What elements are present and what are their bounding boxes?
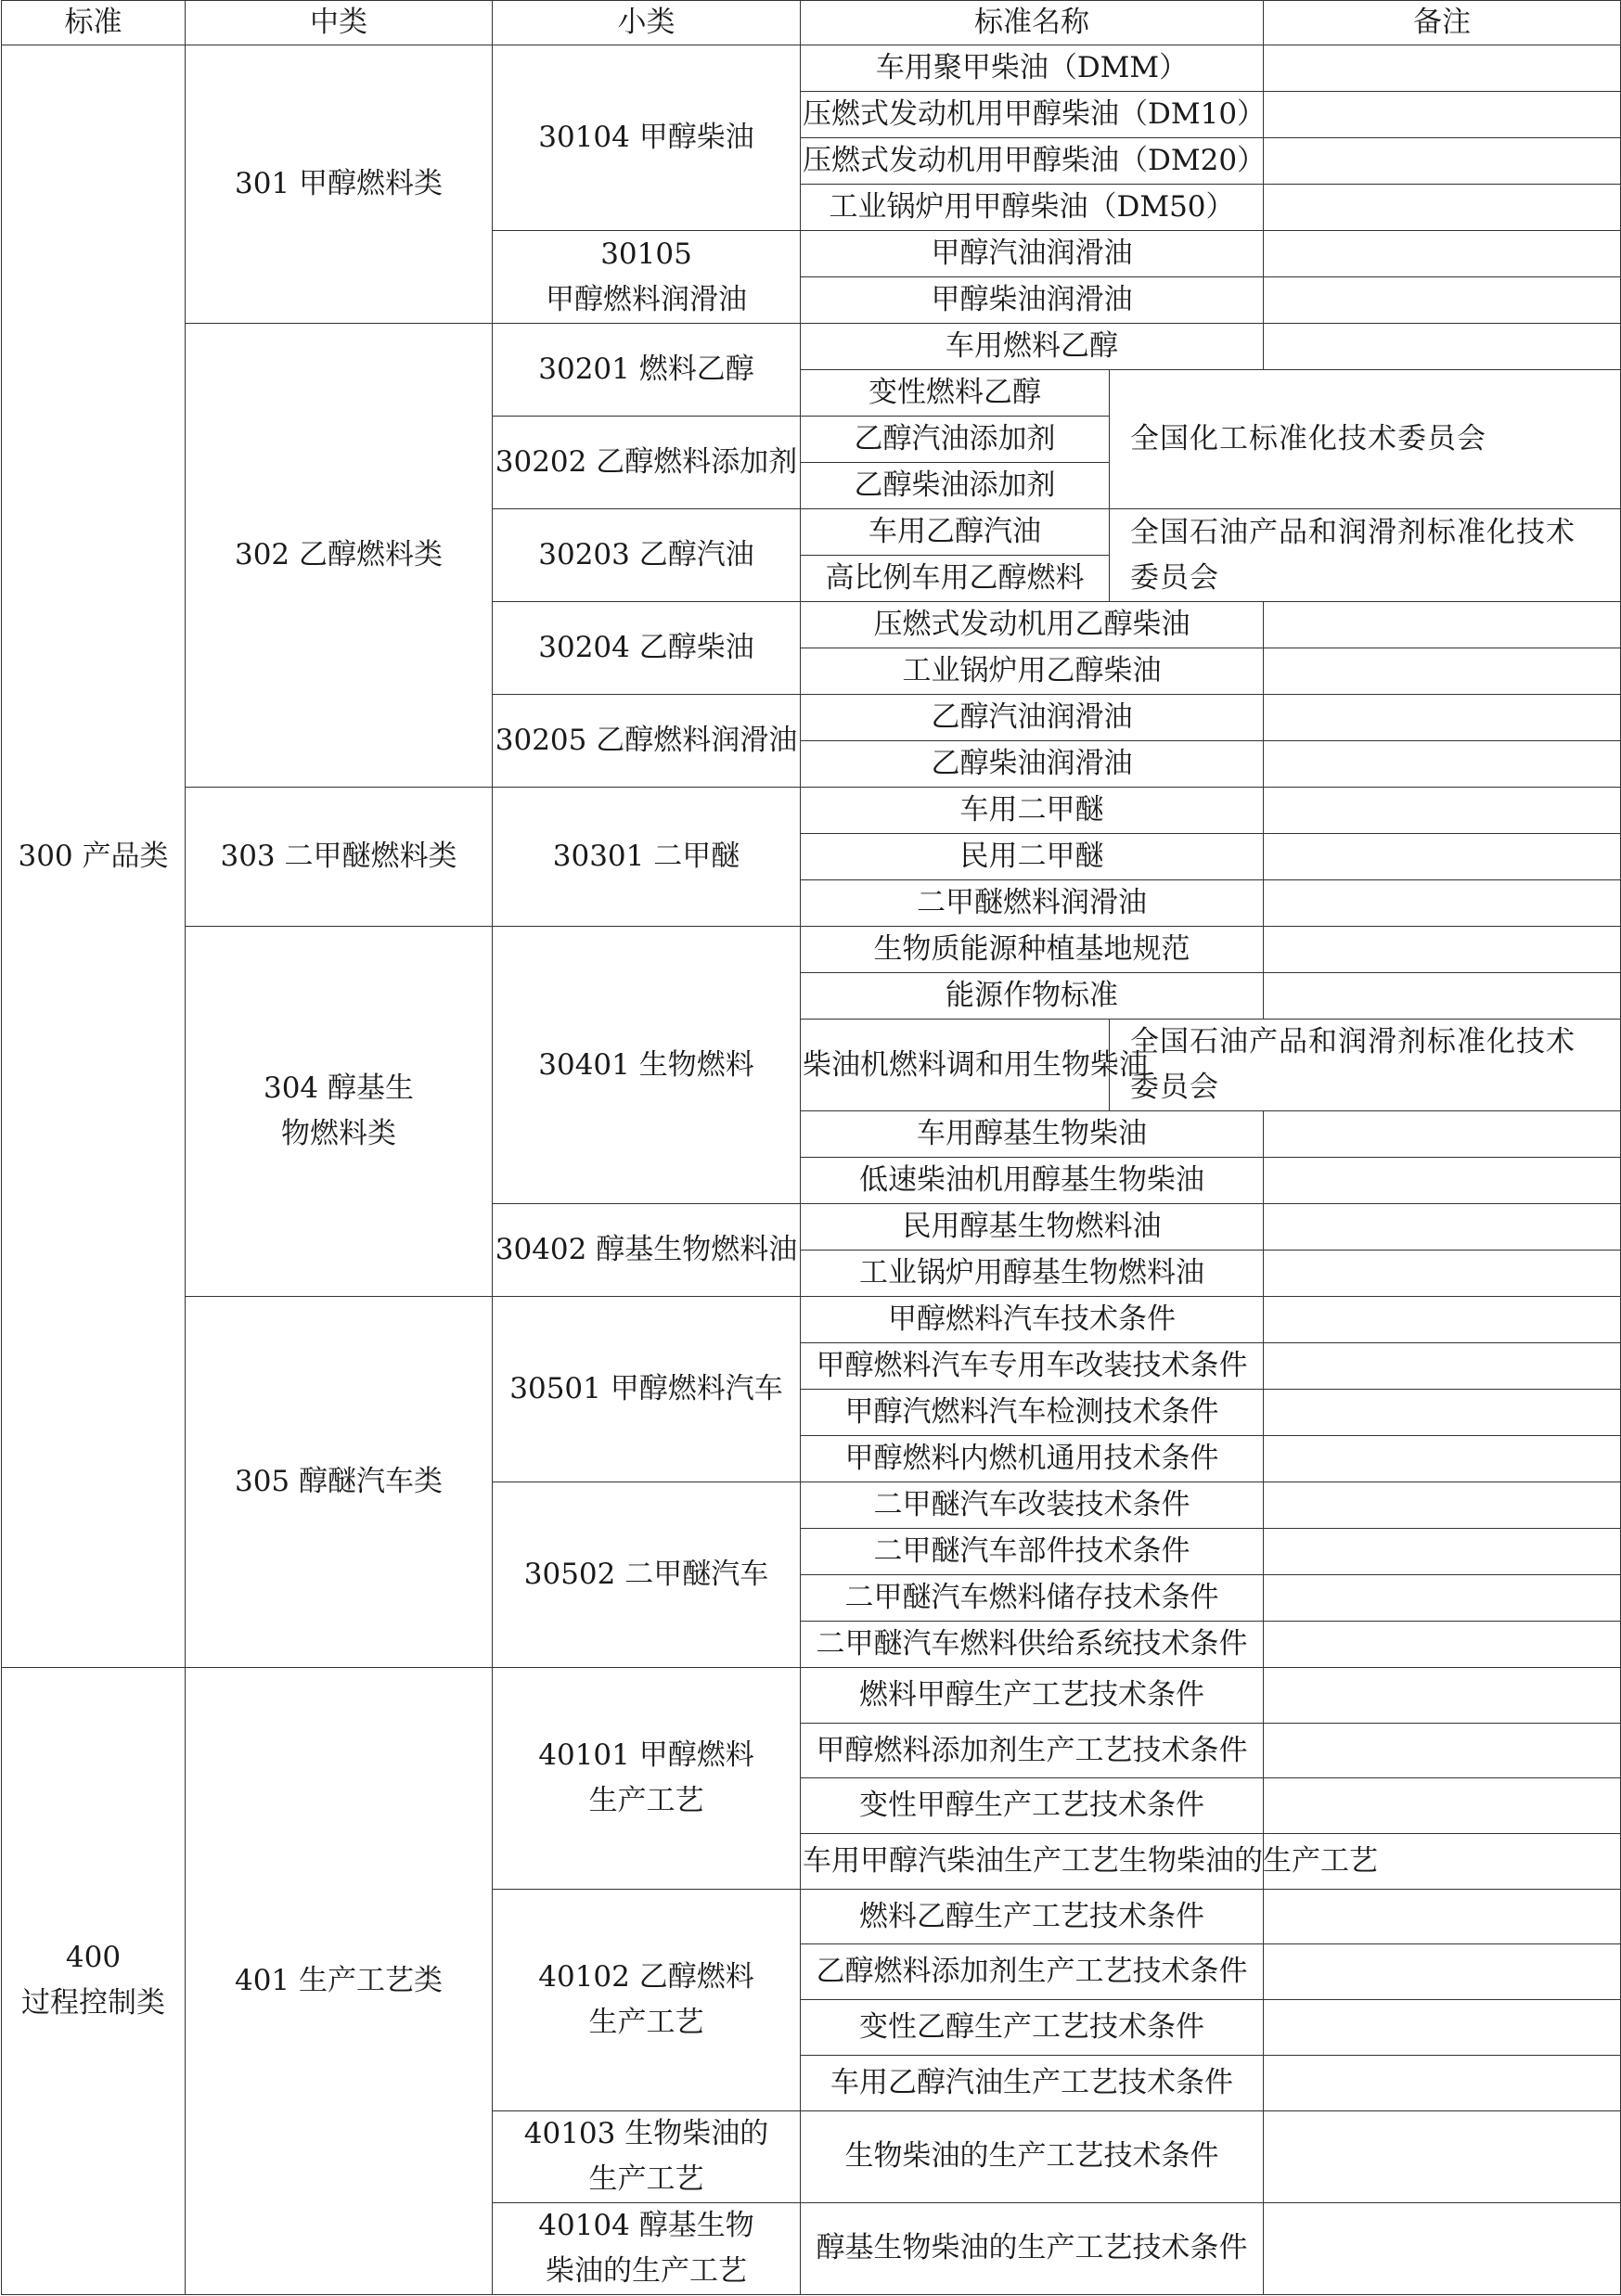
table-header-row xyxy=(2,1,1621,45)
category-304: 304 醇基生 物燃料类 xyxy=(186,927,493,1297)
note-cell xyxy=(1264,2000,1621,2056)
category-30301: 30301 二甲醚 xyxy=(493,788,801,927)
standard-name: 甲醇燃料添加剂生产工艺技术条件 xyxy=(801,1723,1264,1778)
note-cell xyxy=(1264,2110,1621,2202)
note-cell xyxy=(1264,602,1621,648)
standard-name: 二甲醚燃料润滑油 xyxy=(801,880,1264,927)
note-cell xyxy=(1264,1622,1621,1668)
standard-name: 民用醇基生物燃料油 xyxy=(801,1204,1264,1251)
category-40101: 40101 甲醇燃料 生产工艺 xyxy=(493,1668,801,1890)
note-cell xyxy=(1264,2055,1621,2110)
note-petroleum-committee: 全国石油产品和润滑剂标准化技术委员会 xyxy=(1110,1020,1621,1111)
category-305: 305 醇醚汽车类 xyxy=(186,1297,493,1668)
category-30502: 30502 二甲醚汽车 xyxy=(493,1482,801,1668)
note-petroleum-committee: 全国石油产品和润滑剂标准化技术委员会 xyxy=(1110,509,1621,602)
header-standard: 标准 xyxy=(2,1,186,45)
standard-name: 压燃式发动机用甲醇柴油（DM20） xyxy=(801,138,1264,185)
note-cell xyxy=(1264,45,1621,92)
note-cell xyxy=(1264,1575,1621,1622)
standard-name: 工业锅炉用甲醇柴油（DM50） xyxy=(801,185,1264,231)
standard-name: 甲醇燃料汽车技术条件 xyxy=(801,1297,1264,1343)
standard-name: 工业锅炉用乙醇柴油 xyxy=(801,648,1264,695)
standard-name: 低速柴油机用醇基生物柴油 xyxy=(801,1158,1264,1204)
note-cell xyxy=(1264,1390,1621,1436)
standard-name: 车用聚甲柴油（DMM） xyxy=(801,45,1264,92)
note-cell xyxy=(1264,1343,1621,1390)
category-30104: 30104 甲醇柴油 xyxy=(493,45,801,231)
standard-name: 甲醇汽燃料汽车检测技术条件 xyxy=(801,1390,1264,1436)
header-middle-category: 中类 xyxy=(186,1,493,45)
standard-name: 乙醇燃料添加剂生产工艺技术条件 xyxy=(801,1944,1264,2000)
standard-name: 甲醇燃料汽车专用车改装技术条件 xyxy=(801,1343,1264,1390)
standard-name: 能源作物标准 xyxy=(801,973,1264,1020)
note-cell xyxy=(1264,1889,1621,1944)
note-chemical-committee: 全国化工标准化技术委员会 xyxy=(1110,370,1621,509)
standard-name: 工业锅炉用醇基生物燃料油 xyxy=(801,1251,1264,1297)
note-cell xyxy=(1264,185,1621,231)
note-cell xyxy=(1264,788,1621,834)
note-cell xyxy=(1264,1723,1621,1778)
category-303: 303 二甲醚燃料类 xyxy=(186,788,493,927)
standard-name: 车用乙醇汽油 xyxy=(801,509,1110,556)
standard-name: 醇基生物柴油的生产工艺技术条件 xyxy=(801,2202,1264,2294)
note-cell xyxy=(1264,834,1621,880)
standard-name: 乙醇汽油添加剂 xyxy=(801,417,1110,463)
note-cell xyxy=(1264,1251,1621,1297)
category-40102: 40102 乙醇燃料 生产工艺 xyxy=(493,1889,801,2110)
standard-name: 民用二甲醚 xyxy=(801,834,1264,880)
note-cell xyxy=(1264,324,1621,370)
category-401: 401 生产工艺类 xyxy=(186,1668,493,2295)
note-cell xyxy=(1264,1204,1621,1251)
standard-name: 二甲醚汽车改装技术条件 xyxy=(801,1482,1264,1529)
note-cell xyxy=(1264,1529,1621,1575)
note-cell xyxy=(1264,138,1621,185)
standard-name: 变性燃料乙醇 xyxy=(801,370,1110,417)
header-standard-name: 标准名称 xyxy=(801,1,1264,45)
standard-name: 二甲醚汽车部件技术条件 xyxy=(801,1529,1264,1575)
category-30401: 30401 生物燃料 xyxy=(493,927,801,1204)
note-cell xyxy=(1264,1944,1621,2000)
standard-name: 车用乙醇汽油生产工艺技术条件 xyxy=(801,2055,1264,2110)
standard-name: 乙醇汽油润滑油 xyxy=(801,695,1264,741)
note-cell xyxy=(1264,648,1621,695)
note-cell xyxy=(1264,1297,1621,1343)
note-cell xyxy=(1264,1482,1621,1529)
header-small-category: 小类 xyxy=(493,1,801,45)
category-30402: 30402 醇基生物燃料油 xyxy=(493,1204,801,1297)
standard-name: 变性甲醇生产工艺技术条件 xyxy=(801,1778,1264,1834)
note-cell xyxy=(1264,973,1621,1020)
note-cell xyxy=(1264,92,1621,138)
standard-name: 燃料甲醇生产工艺技术条件 xyxy=(801,1668,1264,1724)
note-cell xyxy=(1264,231,1621,277)
category-40104: 40104 醇基生物 柴油的生产工艺 xyxy=(493,2202,801,2294)
note-cell xyxy=(1264,927,1621,973)
category-30205: 30205 乙醇燃料润滑油 xyxy=(493,695,801,788)
note-cell xyxy=(1264,1436,1621,1482)
standard-name: 甲醇燃料内燃机通用技术条件 xyxy=(801,1436,1264,1482)
note-cell xyxy=(1264,1778,1621,1834)
standard-name: 二甲醚汽车燃料供给系统技术条件 xyxy=(801,1622,1264,1668)
note-cell xyxy=(1264,695,1621,741)
standard-name: 生物质能源种植基地规范 xyxy=(801,927,1264,973)
note-cell xyxy=(1264,1158,1621,1204)
category-30203: 30203 乙醇汽油 xyxy=(493,509,801,602)
header-note: 备注 xyxy=(1264,1,1621,45)
category-30204: 30204 乙醇柴油 xyxy=(493,602,801,695)
standard-name: 车用醇基生物柴油 xyxy=(801,1111,1264,1158)
standard-name: 车用二甲醚 xyxy=(801,788,1264,834)
standard-name: 二甲醚汽车燃料储存技术条件 xyxy=(801,1575,1264,1622)
category-40103: 40103 生物柴油的 生产工艺 xyxy=(493,2110,801,2202)
category-301: 301 甲醇燃料类 xyxy=(186,45,493,324)
category-30501: 30501 甲醇燃料汽车 xyxy=(493,1297,801,1482)
standard-name: 高比例车用乙醇燃料 xyxy=(801,556,1110,602)
standard-name: 压燃式发动机用甲醇柴油（DM10） xyxy=(801,92,1264,138)
category-300: 300 产品类 xyxy=(2,45,186,1668)
standard-name: 柴油机燃料调和用生物柴油 xyxy=(801,1020,1110,1111)
note-cell xyxy=(1264,277,1621,324)
note-cell xyxy=(1264,880,1621,927)
category-302: 302 乙醇燃料类 xyxy=(186,324,493,788)
standard-name: 乙醇柴油添加剂 xyxy=(801,463,1110,509)
category-400: 400 过程控制类 xyxy=(2,1668,186,2295)
standard-name: 甲醇汽油润滑油 xyxy=(801,231,1264,277)
note-cell xyxy=(1264,1111,1621,1158)
standard-name: 生物柴油的生产工艺技术条件 xyxy=(801,2110,1264,2202)
standard-name: 燃料乙醇生产工艺技术条件 xyxy=(801,1889,1264,1944)
standard-name: 压燃式发动机用乙醇柴油 xyxy=(801,602,1264,648)
standard-name: 甲醇柴油润滑油 xyxy=(801,277,1264,324)
standard-name: 车用甲醇汽柴油生产工艺生物柴油的生产工艺 xyxy=(801,1834,1264,1890)
category-30201: 30201 燃料乙醇 xyxy=(493,324,801,417)
standards-table xyxy=(1,0,1621,2295)
standard-name: 车用燃料乙醇 xyxy=(801,324,1264,370)
category-30202: 30202 乙醇燃料添加剂 xyxy=(493,417,801,509)
standard-name: 乙醇柴油润滑油 xyxy=(801,741,1264,788)
standard-name: 变性乙醇生产工艺技术条件 xyxy=(801,2000,1264,2056)
category-30105: 30105 甲醇燃料润滑油 xyxy=(493,231,801,324)
note-cell xyxy=(1264,1668,1621,1724)
note-cell xyxy=(1264,2202,1621,2294)
note-cell xyxy=(1264,741,1621,788)
